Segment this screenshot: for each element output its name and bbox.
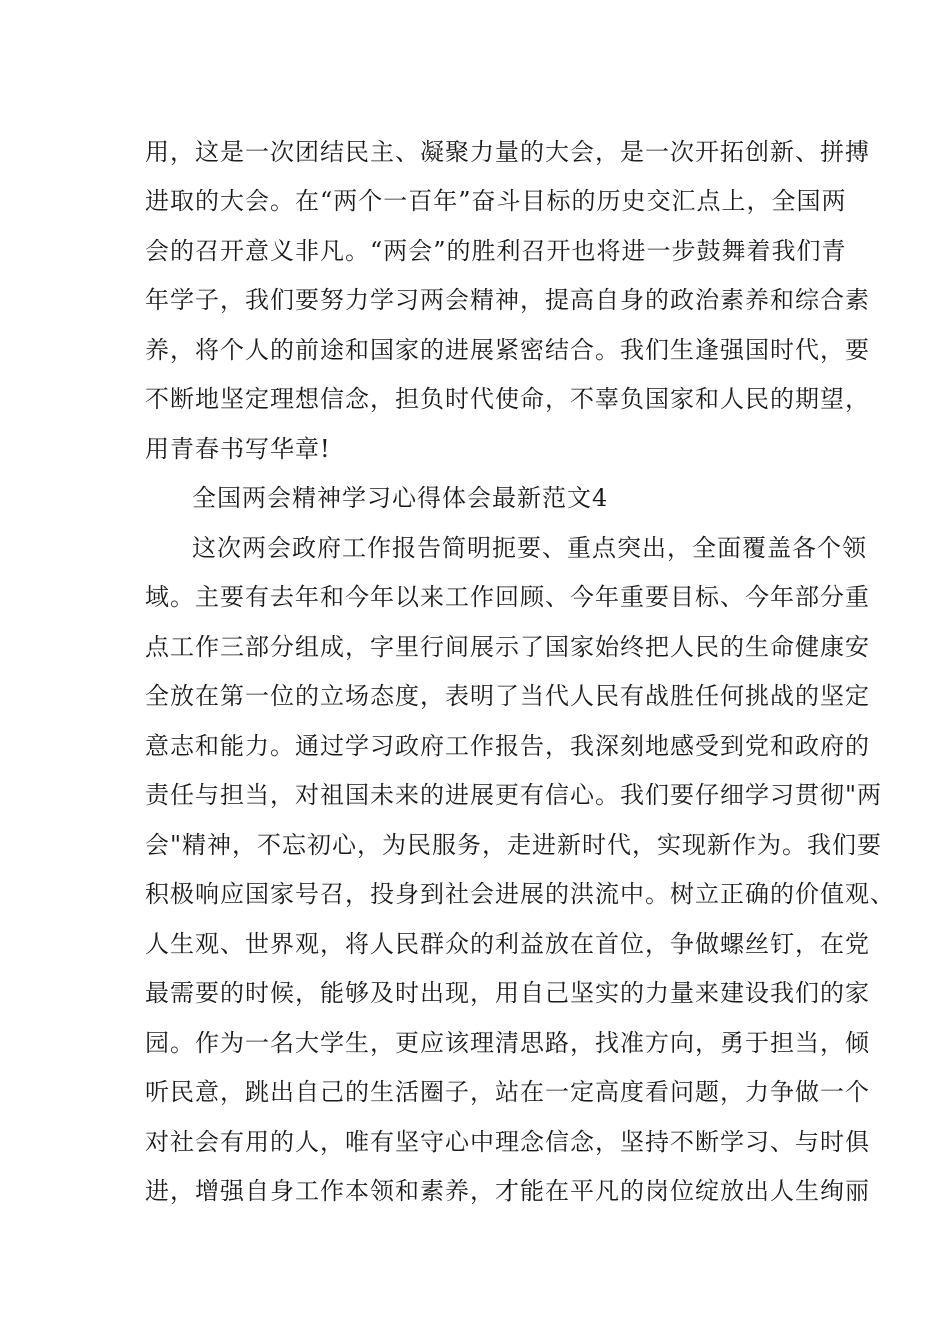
text-line: 用，这是一次团结民主、凝聚力量的大会，是一次开拓创新、拼搏 [145, 138, 870, 166]
text-line: 点工作三部分组成，字里行间展示了国家始终把人民的生命健康安 [145, 633, 870, 661]
text-line: 年学子，我们要努力学习两会精神，提高自身的政治素养和综合素 [145, 286, 870, 314]
text-line: 不断地坚定理想信念，担负时代使命，不辜负国家和人民的期望， [145, 385, 870, 413]
text-line: 最需要的时候，能够及时出现，用自己坚实的力量来建设我们的家 [145, 979, 870, 1007]
text-line: 听民意，跳出自己的生活圈子，站在一定高度看问题，力争做一个 [145, 1078, 870, 1106]
text-line: 园。作为一名大学生，更应该理清思路，找准方向，勇于担当，倾 [145, 1029, 870, 1057]
text-line: 全放在第一位的立场态度，表明了当代人民有战胜任何挑战的坚定 [145, 682, 870, 710]
section-heading: 全国两会精神学习心得体会最新范文4 [192, 484, 609, 512]
text-line: 人生观、世界观，将人民群众的利益放在首位，争做螺丝钉，在党 [145, 930, 870, 958]
text-line: 会的召开意义非凡。“两会”的胜利召开也将进一步鼓舞着我们青 [145, 237, 847, 265]
text-line: 责任与担当，对祖国未来的进展更有信心。我们要仔细学习贯彻"两 [145, 781, 883, 809]
text-line: 域。主要有去年和今年以来工作回顾、今年重要目标、今年部分重 [145, 583, 870, 611]
text-line: 进取的大会。在“两个一百年”奋斗目标的历史交汇点上，全国两 [145, 187, 847, 215]
text-line: 进，增强自身工作本领和素养，才能在平凡的岗位绽放出人生绚丽 [145, 1177, 870, 1205]
text-line: 会"精神，不忘初心，为民服务，走进新时代，实现新作为。我们要 [145, 831, 883, 859]
text-line: 这次两会政府工作报告简明扼要、重点突出，全面覆盖各个领 [192, 534, 867, 562]
text-line: 养，将个人的前途和国家的进展紧密结合。我们生逢强国时代，要 [145, 336, 870, 364]
text-line: 意志和能力。通过学习政府工作报告，我深刻地感受到党和政府的 [145, 732, 870, 760]
text-line: 积极响应国家号召，投身到社会进展的洪流中。树立正确的价值观、 [145, 880, 895, 908]
text-line: 对社会有用的人，唯有坚守心中理念信念，坚持不断学习、与时俱 [145, 1128, 870, 1156]
text-line: 用青春书写华章! [145, 435, 331, 463]
